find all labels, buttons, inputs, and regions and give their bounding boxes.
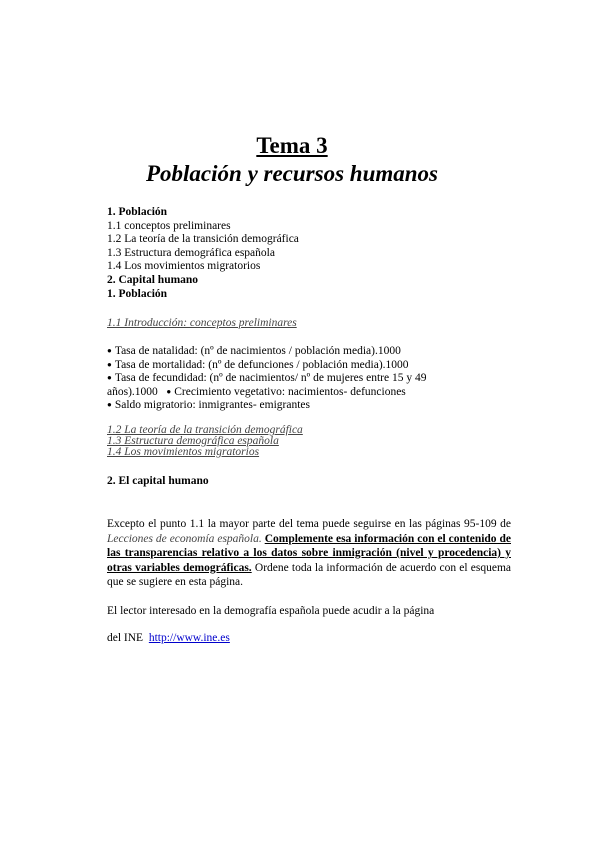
bullet-mortalidad: ● Tasa de mortalidad: (nº de defunciones / población media).1000 <box>107 359 527 373</box>
section-1-heading: 1. Población <box>107 287 168 300</box>
instructions-paragraph <box>107 517 511 590</box>
paragraph-text: Excepto el punto 1.1 la mayor parte del tema puede seguirse en las páginas 95-109 de <box>107 518 511 530</box>
section-2-heading: 2. El capital humano <box>107 475 209 487</box>
subsection-link[interactable]: 1.2 La teoría de la transición demográfica <box>107 424 303 436</box>
toc-heading-2: 2. Capital humano <box>107 273 199 286</box>
ine-link[interactable]: http://www.ine.es <box>148 632 230 644</box>
bullet-saldo: ● Saldo migratorio: inmigrantes- emigrantes <box>107 399 527 413</box>
page-title: Tema 3 <box>256 133 328 158</box>
bullet-fecundidad-cont: años).1000 <box>107 385 158 398</box>
toc-item: 1.3 Estructura demográfica española <box>107 246 275 259</box>
definitions-list <box>107 345 527 413</box>
bullet-fecundidad: ● Tasa de fecundidad: (nº de nacimientos/ nº de mujeres entre 15 y 49 <box>107 372 527 386</box>
toc-item: 1.1 conceptos preliminares <box>107 219 231 232</box>
ine-label: del INE <box>107 632 144 644</box>
bullet-crecimiento: ● Crecimiento vegetativo: nacimientos- defunciones <box>166 386 405 398</box>
assignment-text: Complemente esa información con el contenido de las transparencias relativo a los datos sobre inmigración (nivel y procedencia) y otras variables demográficas. <box>107 532 511 574</box>
subsection-link[interactable]: 1.4 Los movimientos migratorios <box>107 446 260 458</box>
paragraph-text: Ordene toda la información de acuerdo con el esquema que se sugiere en esta página. <box>107 561 511 588</box>
toc-item: 1.4 Los movimientos migratorios <box>107 260 261 273</box>
book-title: Lecciones de economía española. <box>107 532 262 545</box>
subsection-links <box>107 425 527 458</box>
table-of-contents <box>107 206 527 301</box>
toc-heading-1: 1. Población <box>107 206 168 218</box>
bullet-natalidad: ● Tasa de natalidad: (nº de nacimientos / población media).1000 <box>107 345 527 359</box>
reader-note: El lector interesado en la demografía española puede acudir a la página <box>107 605 435 617</box>
subsection-intro-link[interactable]: 1.1 Introducción: conceptos preliminares <box>107 317 297 329</box>
page-subtitle: Población y recursos humanos <box>145 161 438 186</box>
subsection-link[interactable]: 1.3 Estructura demográfica española <box>107 435 279 447</box>
toc-item: 1.2 La teoría de la transición demográfica <box>107 233 299 246</box>
